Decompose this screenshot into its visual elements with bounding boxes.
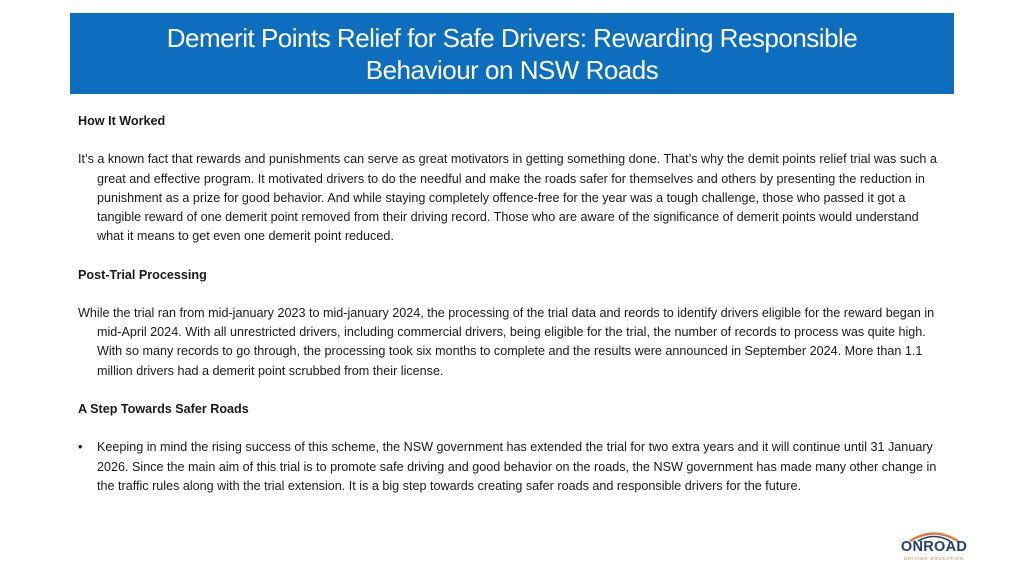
spacer bbox=[78, 131, 948, 150]
section-heading-how-it-worked: How It Worked bbox=[78, 114, 166, 128]
spacer bbox=[78, 246, 948, 265]
page-title-line-2: Behaviour on NSW Roads bbox=[365, 54, 659, 85]
section-heading-post-trial: Post-Trial Processing bbox=[78, 267, 207, 282]
article-body bbox=[78, 112, 948, 496]
bullet-text-safer-roads: Keeping in mind the rising success of this scheme, the NSW government has extended the trial for two extra years and it will continue until 31 January 2026. Since the main aim of this trial is to promote safe driving and good behavior on the roads, the NSW government has made many other change in the traffic rules along with the trial extension. It is a big step towards creating safer roads and responsible drivers for the future. bbox=[97, 440, 937, 493]
section-paragraph-how-it-worked: It’s a known fact that rewards and punishments can serve as great motivators in getting something done. That’s why the demit points relief trial was such a great and effective program. It motivated drivers to do the needful and make the roads safer for themselves and others by presenting the reduction in punishment as a prize for good behavior. And while staying completely offence-free for the year was a tough challenge, those who passed it got a tangible reward of one demerit point removed from their driving record. Those who are aware of the significance of demerit points would understand what it means to get even one demerit point reduced. bbox=[78, 152, 937, 244]
spacer bbox=[78, 381, 948, 400]
bullet-item bbox=[78, 438, 948, 496]
onroad-logo bbox=[896, 530, 972, 566]
section-heading-safer-roads: A Step Towards Safer Roads bbox=[78, 401, 249, 416]
title-banner bbox=[70, 13, 954, 94]
page-title bbox=[167, 22, 858, 86]
spacer bbox=[78, 419, 948, 438]
section-paragraph-post-trial: While the trial ran from mid-january 2023 to mid-january 2024, the processing of the trial data and reords to identify drivers eligible for the reward began in mid-April 2024. With all unrestricted drivers, including commercial drivers, being eligible for the trial, the number of records to process was quite high. With so many records to go through, the processing took six months to complete and the results were announced in September 2024. More than 1.1 million drivers had a demerit point scrubbed from their license. bbox=[78, 305, 935, 378]
logo-wordmark: ONROAD bbox=[900, 539, 968, 555]
bullet-icon: • bbox=[78, 440, 83, 455]
logo-tagline: DRIVING EDUCATION bbox=[904, 556, 964, 561]
spacer bbox=[78, 285, 948, 304]
page-title-line-1: Demerit Points Relief for Safe Drivers: Rewarding Responsible bbox=[166, 22, 858, 53]
